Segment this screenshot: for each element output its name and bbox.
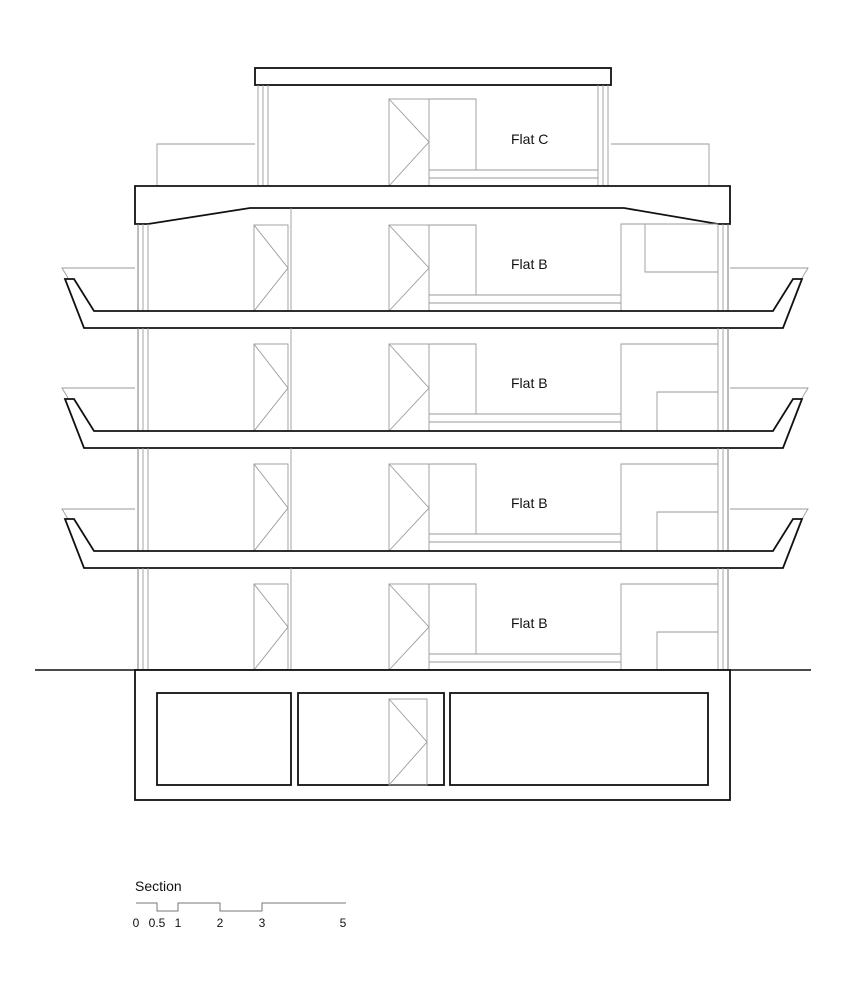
- floor-2: [62, 328, 808, 431]
- basement-room-center: [298, 693, 444, 785]
- flat-b-label-4: Flat B: [511, 615, 548, 631]
- roof-slab: [255, 68, 611, 85]
- scale-title: Section: [135, 878, 182, 894]
- scale-tick-3: 3: [258, 916, 266, 930]
- door-floor-3-center: [389, 464, 429, 551]
- door-flat-c: [389, 99, 429, 186]
- scale-tick-1: 1: [174, 916, 182, 930]
- door-floor-3-left: [254, 464, 288, 551]
- flat-b-label-1: Flat B: [511, 256, 548, 272]
- floor-1: [62, 208, 808, 311]
- door-floor-2-left: [254, 344, 288, 431]
- balcony-slab-2: [65, 399, 802, 448]
- top-slab: [135, 186, 730, 224]
- door-floor-2-center: [389, 344, 429, 431]
- basement: [135, 670, 730, 800]
- flat-b-label-2: Flat B: [511, 375, 548, 391]
- door-floor-1-left: [254, 225, 288, 311]
- basement-room-left: [157, 693, 291, 785]
- floor-4: [138, 568, 728, 670]
- top-slab-outline: [135, 186, 730, 224]
- scale-bar: [133, 878, 347, 930]
- flat-b-label-3: Flat B: [511, 495, 548, 511]
- scale-tick-0-5: 0.5: [148, 916, 166, 930]
- top-floor: [157, 68, 709, 186]
- door-floor-4-left: [254, 584, 288, 670]
- scale-line: [136, 903, 346, 911]
- basement-room-right: [450, 693, 708, 785]
- scale-tick-2: 2: [216, 916, 224, 930]
- door-floor-1-center: [389, 225, 429, 311]
- scale-tick-5: 5: [339, 916, 347, 930]
- scale-tick-0: 0: [132, 916, 140, 930]
- door-floor-4-center: [389, 584, 429, 670]
- balcony-slab-1: [65, 279, 802, 328]
- balcony-slab-3: [65, 519, 802, 568]
- flat-c-label: Flat C: [511, 131, 549, 147]
- floor-3: [62, 448, 808, 551]
